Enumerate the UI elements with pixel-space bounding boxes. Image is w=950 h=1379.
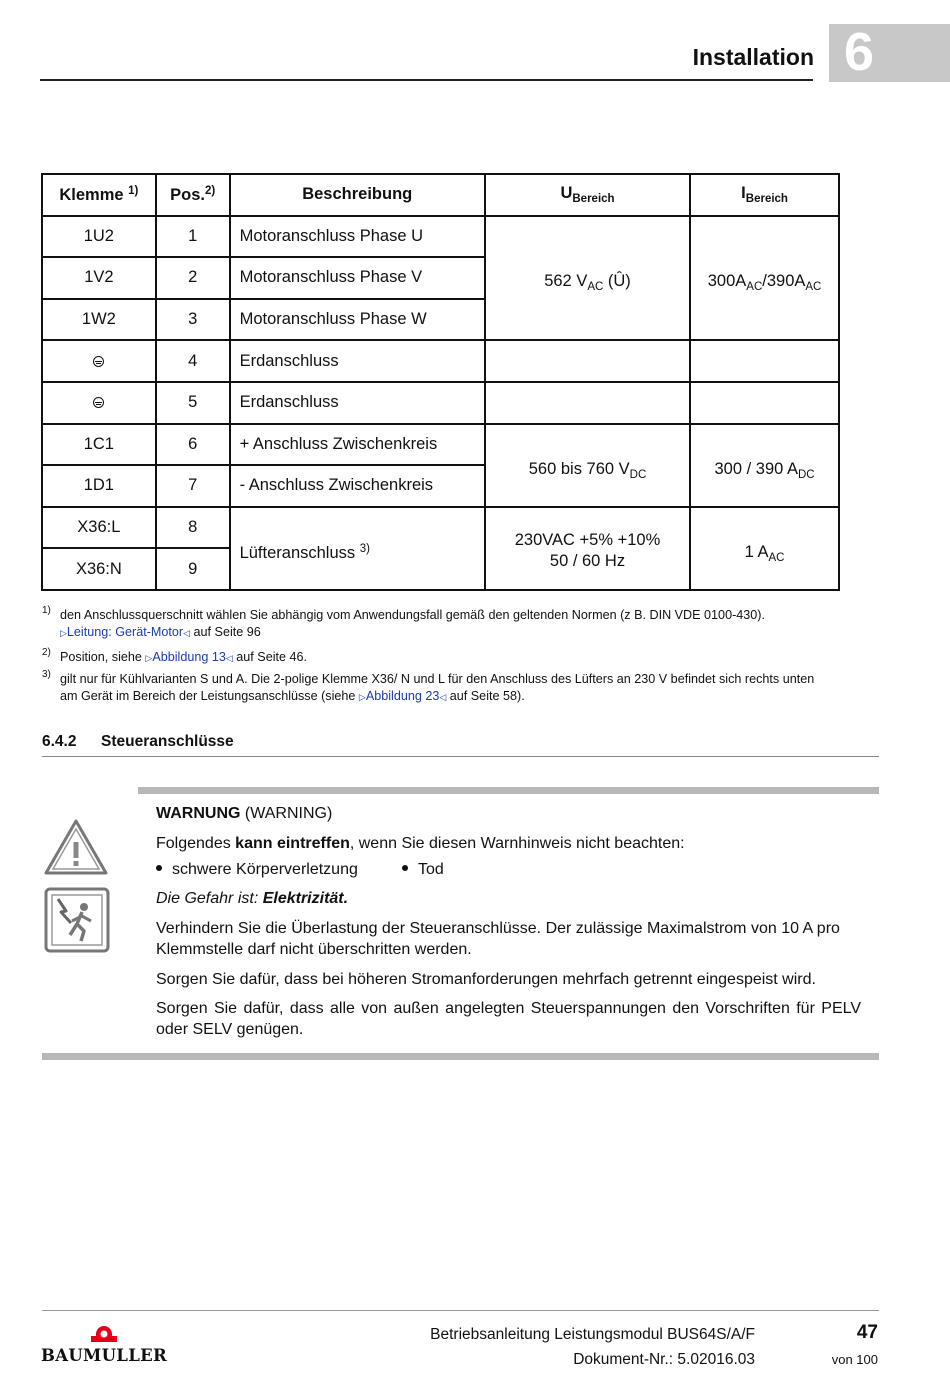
table-row bbox=[42, 424, 839, 466]
link-arrow-icon: ◁ bbox=[183, 628, 191, 638]
warning-danger: Die Gefahr ist: Elektrizität. bbox=[156, 890, 349, 907]
bullet-icon bbox=[156, 865, 162, 871]
desc-cell: Lüfteranschluss $^{3)}$ bbox=[230, 507, 485, 590]
klemme-cell: 1V2 bbox=[42, 257, 156, 299]
fan-current-cell: 1 $A_{AC}$ bbox=[690, 507, 839, 590]
pos-cell: 1 bbox=[156, 216, 230, 258]
klemme-cell: 1W2 bbox=[42, 299, 156, 341]
link-arrow-icon: ◁ bbox=[225, 653, 233, 663]
footnote-2: 2) Position, siehe ▷Abbildung 13◁ auf Seite 46. bbox=[42, 647, 308, 664]
warning-top-bar bbox=[138, 787, 879, 794]
klemme-cell: 1D1 bbox=[42, 465, 156, 507]
logo-mark-icon bbox=[89, 1324, 119, 1344]
ground-symbol-icon bbox=[93, 397, 104, 408]
document-title: Betriebsanleitung Leistungsmodul BUS64S/A/F bbox=[430, 1326, 755, 1343]
footnote-1: 1) den Anschlussquerschnitt wählen Sie abhängig vom Anwendungsfall gemäß den geltenden Normen (z B. DIN VDE 0100-430). ▷Leitung: Gerät-Motor◁ auf Seite 96 bbox=[42, 605, 765, 639]
pos-cell: 6 bbox=[156, 424, 230, 466]
bullet-icon bbox=[402, 865, 408, 871]
klemme-cell: 1C1 bbox=[42, 424, 156, 466]
list-item: schwere Körperverletzung bbox=[156, 859, 402, 880]
desc-cell: Motoranschluss Phase V bbox=[230, 257, 485, 299]
desc-cell: Motoranschluss Phase W bbox=[230, 299, 485, 341]
header-i-bereich: $I_{Bereich}$ bbox=[690, 174, 839, 216]
header-klemme: Klemme $^{1)}$ bbox=[42, 174, 156, 216]
chapter-title: Installation bbox=[692, 44, 814, 70]
table-header-row bbox=[42, 174, 839, 216]
table-row bbox=[42, 382, 839, 424]
link-abbildung-23[interactable]: Abbildung 23 bbox=[365, 689, 440, 703]
pos-cell: 9 bbox=[156, 548, 230, 590]
pos-cell: 3 bbox=[156, 299, 230, 341]
table-row bbox=[42, 507, 839, 549]
pos-cell: 4 bbox=[156, 340, 230, 382]
header-u-bereich: $U_{Bereich}$ bbox=[485, 174, 690, 216]
ground-symbol-icon bbox=[93, 356, 104, 367]
link-arrow-icon: ◁ bbox=[439, 692, 447, 702]
warning-paragraph-3: Sorgen Sie dafür, dass alle von außen angelegten Steuerspannungen den Vorschriften für PELV oder SELV genügen. bbox=[156, 1000, 861, 1038]
pos-cell: 2 bbox=[156, 257, 230, 299]
section-heading: 6.4.2 Steueranschlüsse bbox=[42, 733, 234, 750]
warning-title: WARNUNG (WARNING) bbox=[156, 805, 333, 822]
link-arrow-icon: ▷ bbox=[145, 653, 153, 663]
link-leitung[interactable]: Leitung: Gerät-Motor bbox=[66, 625, 184, 639]
motor-voltage-cell: 562 $V_{AC}$ (Û) bbox=[485, 216, 690, 341]
warning-intro: Folgendes kann eintreffen, wenn Sie diesen Warnhinweis nicht beachten: bbox=[156, 835, 685, 852]
electric-shock-icon bbox=[44, 887, 110, 953]
section-rule bbox=[42, 756, 879, 757]
link-abbildung-13[interactable]: Abbildung 13 bbox=[152, 650, 226, 664]
desc-cell: Motoranschluss Phase U bbox=[230, 216, 485, 258]
empty-cell bbox=[690, 382, 839, 424]
warning-triangle-icon bbox=[43, 818, 109, 876]
desc-cell: + Anschluss Zwischenkreis bbox=[230, 424, 485, 466]
desc-cell: - Anschluss Zwischenkreis bbox=[230, 465, 485, 507]
warning-bottom-bar bbox=[42, 1053, 879, 1060]
list-item: Tod bbox=[402, 859, 444, 880]
baumuller-logo bbox=[41, 1324, 165, 1366]
page-total: von 100 bbox=[831, 1352, 878, 1367]
page-number: 47 bbox=[856, 1322, 878, 1343]
header-beschreibung: Beschreibung bbox=[230, 174, 485, 216]
chapter-number-box bbox=[829, 24, 950, 82]
fan-voltage-cell: 230VAC +5% +10% 50 / 60 Hz bbox=[485, 507, 690, 590]
header-rule bbox=[40, 79, 813, 81]
desc-cell: Erdanschluss bbox=[230, 382, 485, 424]
klemme-cell: X36:L bbox=[42, 507, 156, 549]
footer-rule bbox=[42, 1310, 879, 1311]
chapter-number: 6 bbox=[844, 22, 875, 82]
document-info bbox=[430, 1322, 755, 1372]
pos-cell: 5 bbox=[156, 382, 230, 424]
empty-cell bbox=[690, 340, 839, 382]
warning-bullets bbox=[156, 859, 861, 880]
table-row bbox=[42, 340, 839, 382]
dc-voltage-cell: 560 bis 760 $V_{DC}$ bbox=[485, 424, 690, 507]
link-arrow-icon: ▷ bbox=[358, 692, 366, 702]
pos-cell: 8 bbox=[156, 507, 230, 549]
empty-cell bbox=[485, 340, 690, 382]
pos-cell: 7 bbox=[156, 465, 230, 507]
warning-paragraph-2: Sorgen Sie dafür, dass bei höheren Stromanforderungen mehrfach getrennt eingespeist wird. bbox=[156, 971, 816, 988]
logo-text: BAUMULLER bbox=[41, 1346, 167, 1365]
klemme-cell: X36:N bbox=[42, 548, 156, 590]
link-arrow-icon: ▷ bbox=[60, 628, 67, 638]
motor-current-cell: $300A_{AC}/390A_{AC}$ bbox=[690, 216, 839, 341]
klemme-cell: 1U2 bbox=[42, 216, 156, 258]
desc-cell: Erdanschluss bbox=[230, 340, 485, 382]
dc-current-cell: 300 / 390 $A_{DC}$ bbox=[690, 424, 839, 507]
footnote-3: 3) gilt nur für Kühlvarianten S und A. Die 2-polige Klemme X36/ N und L für den Anschluss des Lüfters an 230 V befindet sich rechts unten am Gerät im Bereich der Leistungsanschlüsse (siehe ▷Abbildung 23◁ auf Seite 58). bbox=[42, 669, 815, 703]
header-pos: Pos.$^{2)}$ bbox=[156, 174, 230, 216]
klemme-cell bbox=[42, 382, 156, 424]
empty-cell bbox=[485, 382, 690, 424]
terminal-table bbox=[41, 173, 840, 591]
warning-paragraph-1: Verhindern Sie die Überlastung der Steueranschlüsse. Der zulässige Maximalstrom von 10 A pro Klemmstelle darf nicht überschritten werden. bbox=[156, 920, 840, 958]
document-number: Dokument-Nr.: 5.02016.03 bbox=[573, 1351, 755, 1368]
table-row bbox=[42, 216, 839, 258]
klemme-cell bbox=[42, 340, 156, 382]
